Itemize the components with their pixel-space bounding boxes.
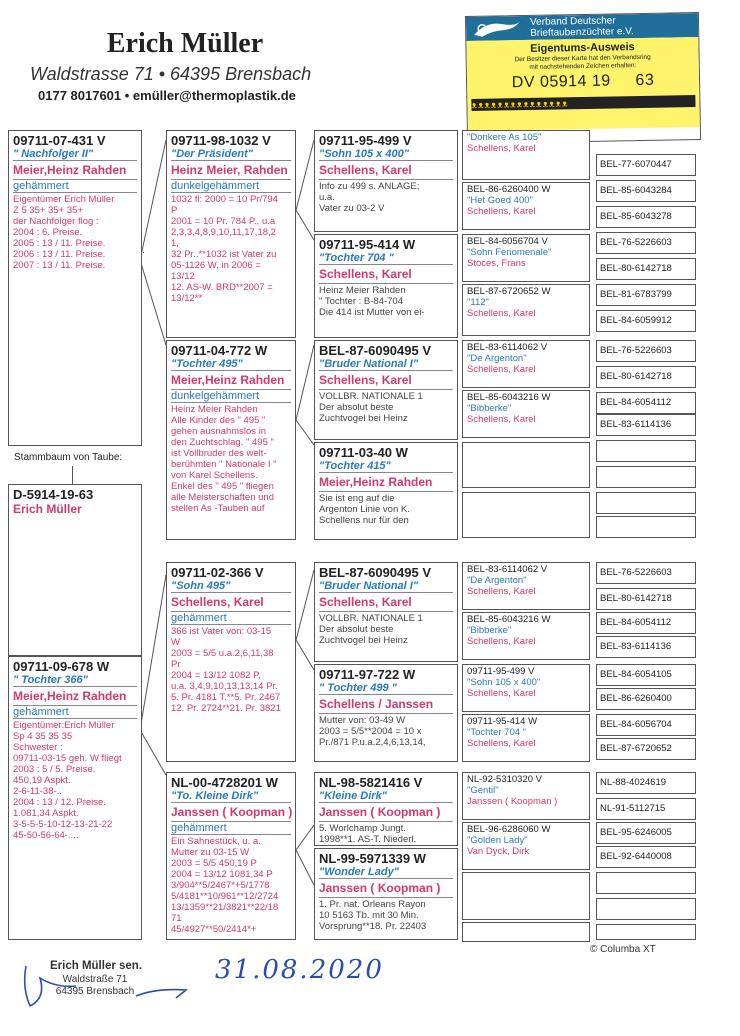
grandparent-box[interactable]: [166, 772, 296, 940]
signer-name: Erich Müller sen.: [50, 960, 143, 972]
g3-owner: Schellens, Karel: [467, 414, 536, 425]
g4-box[interactable]: [596, 898, 696, 920]
g3-owner: Schellens, Karel: [467, 738, 536, 749]
g3-ring: BEL-85-6043216 W: [467, 614, 551, 625]
ggp-info: 5. Worlchamp Jungt. 1998**1. AS-T. Niederl.: [319, 823, 417, 845]
signature-date: 31.08.2020: [215, 955, 384, 985]
g3-box[interactable]: [462, 182, 590, 230]
g4-box[interactable]: BEL-80-6142718: [596, 366, 696, 388]
ggp-owner: Schellens, Karel: [319, 163, 412, 177]
g3-nickname: "Sohn Fenomenale": [467, 247, 552, 258]
ggp-ring: BEL-87-6090495 V: [319, 565, 432, 580]
grandparent-info: Heinz Meier Rahden Alle Kinder des " 495 " gehen ausnahmslos in den Zuchtschlag. " 495 " ist Vollbruder des welt- berühmten " Nationale I " von Karel Schellens. Enkel des " 495 " fliegen alle Meisterschaften und stellen As -Tauben auf: [171, 404, 277, 514]
subject-box[interactable]: [8, 484, 142, 656]
g3-ring: NL-92-5310320 V: [467, 774, 542, 785]
g4-box[interactable]: BEL-83-6114136: [596, 636, 696, 658]
signature-scribble: [16, 958, 206, 1018]
great-grandparent-box[interactable]: [314, 234, 458, 338]
g3-owner: Van Dyck, Dirk: [467, 846, 530, 857]
pigeon-logo-icon: [470, 18, 524, 39]
g4-box[interactable]: NL-88-4024619: [596, 772, 696, 794]
g3-nickname: "Het Goed 400": [467, 195, 533, 206]
g3-box[interactable]: [462, 340, 590, 388]
card-subtitle-line2: mit nachstehenden Zeichen erhalten:: [529, 62, 637, 71]
great-grandparent-box[interactable]: [314, 442, 458, 540]
g3-ring: BEL-83-6114062 V: [467, 564, 548, 575]
mother-ring: 09711-09-678 W: [13, 659, 110, 674]
father-info: Eigentümer Erich Müller Z 5 35+ 35+ 35+ der Nachfolger flog : 2004 : 6. Preise. 2005 : 13 / 11. Preise. 2006 : 13 / 11. Preise. 2007 : 13 / 11. Preise.: [13, 194, 115, 271]
g4-box[interactable]: BEL-84-6059912: [596, 310, 696, 332]
ggp-owner: Janssen ( Koopman ): [319, 805, 441, 819]
g3-box[interactable]: [462, 130, 590, 180]
card-band-pattern: ᴥᴥᴥᴥᴥᴥᴥᴥᴥᴥᴥᴥᴥᴥᴥ: [471, 95, 695, 111]
ggp-owner: Schellens / Janssen: [319, 697, 434, 711]
g4-box[interactable]: BEL-76-5226603: [596, 340, 696, 362]
g4-box[interactable]: BEL-95-6246005: [596, 822, 696, 844]
father-nickname: " Nachfolger II": [13, 148, 94, 160]
g3-box[interactable]: [462, 714, 590, 762]
father-owner: Meier,Heinz Rahden: [13, 163, 127, 177]
great-grandparent-box[interactable]: [314, 130, 458, 232]
g3-owner: Schellens, Karel: [467, 308, 536, 319]
grandparent-color: gehämmert: [171, 612, 227, 624]
g3-owner: Schellens, Karel: [467, 143, 536, 154]
signer-city: 64395 Brensbach: [55, 986, 135, 997]
father-color: gehämmert: [13, 180, 69, 192]
ggp-nickname: "Sohn 105 x 400": [319, 148, 409, 160]
g3-box[interactable]: [462, 664, 590, 712]
g3-ring: BEL-87-6720652 W: [467, 286, 551, 297]
grandparent-nickname: "Tochter 495": [171, 358, 243, 370]
ggp-info: Sie ist eng auf die Argenton Linie von K. Schellens nur für den: [319, 493, 410, 526]
g3-nickname: "De Argenton": [467, 575, 527, 586]
grandparent-nickname: "To. Kleine Dirk": [171, 790, 259, 802]
card-subtitle-line1: Der Besitzer dieser Karte hat den Verbandsring: [514, 53, 651, 64]
g4-box[interactable]: BEL-84-6054112: [596, 392, 696, 414]
g3-box[interactable]: [462, 492, 590, 538]
great-grandparent-box[interactable]: [314, 848, 458, 940]
g3-box[interactable]: [462, 772, 590, 820]
g3-nickname: "Bibberke": [467, 625, 512, 636]
subject-owner: Erich Müller: [13, 502, 82, 516]
g4-box[interactable]: [596, 872, 696, 894]
card-title: Eigentums-Ausweis: [530, 41, 635, 55]
g4-box[interactable]: NL-91-5112715: [596, 798, 696, 820]
grandparent-owner: Heinz Meier, Rahden: [171, 163, 288, 177]
g3-owner: Stoces, Frans: [467, 258, 526, 269]
mother-color: gehämmert: [13, 706, 69, 718]
g4-box[interactable]: [596, 440, 696, 462]
ggp-info: Heinz Meier Rahden " Tochter : B-84-704 Die 414 ist Mutter von ei-: [319, 285, 425, 318]
ggp-ring: 09711-97-722 W: [319, 667, 416, 682]
ggp-ring: 09711-95-499 V: [319, 133, 412, 148]
ggp-info: 1. Pr. nat. Orleans Rayon 10 5163 Tb. mit 30 Min. Vorsprung**18. Pr. 22403: [319, 899, 427, 932]
g4-box[interactable]: BEL-85-6043284: [596, 180, 696, 202]
g4-box[interactable]: BEL-84-6054112: [596, 612, 696, 634]
ownership-card: [465, 12, 701, 144]
g3-owner: Schellens, Karel: [467, 688, 536, 699]
grandparent-info: 1032 fl: 2000 = 10 Pr/794 P 2001 = 10 Pr. 784 P., u.a 2,3,3,4,8,9,10,11,17,18,2 1, 32 Pr..**1032 ist Vater zu 05-1126 W, in 2006 = 13/12 12. AS-W. BRD**2007 = 13/12**: [171, 194, 278, 304]
grandparent-box[interactable]: [166, 340, 296, 540]
ggp-ring: NL-98-5821416 V: [319, 775, 423, 790]
grandparent-color: dunkelgehämmert: [171, 390, 260, 402]
ggp-nickname: "Kleine Dirk": [319, 790, 387, 802]
g3-nickname: "Sohn 105 x 400": [467, 677, 541, 688]
g3-ring: BEL-83-6114062 V: [467, 342, 548, 353]
great-grandparent-box[interactable]: [314, 772, 458, 846]
grandparent-info: Ein Sahnestück, u. a. Mutter zu 03-15 W 2003 = 5/5 450,19 P 2004 = 13/12 1081,34 P 3/904**5/2467*+5/1778 5/4181**10/961**12/2724 13/1359**21/3821**22/18 71 45/4927**50/2414*+: [171, 836, 279, 935]
g4-box[interactable]: [596, 492, 696, 514]
g4-box[interactable]: [596, 516, 696, 538]
great-grandparent-box[interactable]: [314, 562, 458, 662]
g3-ring: BEL-84-6056704 V: [467, 236, 548, 247]
grandparent-nickname: "Der Präsident": [171, 148, 253, 160]
ggp-nickname: "Bruder National I": [319, 580, 419, 592]
g3-nickname: "Bibberke": [467, 403, 512, 414]
g3-owner: Schellens, Karel: [467, 206, 536, 217]
g3-box[interactable]: [462, 562, 590, 610]
grandparent-box[interactable]: [166, 562, 296, 762]
card-ring-number: DV 05914 19 63: [511, 71, 655, 92]
g3-nickname: "112": [467, 297, 489, 308]
connector-lines-2: [296, 130, 316, 980]
card-org-line2: Brieftaubenzüchter e.V.: [530, 26, 634, 39]
g3-ring: BEL-96-6286060 W: [467, 824, 551, 835]
ggp-info: VOLLBR. NATIONALE 1 Der absolut beste Zuchtvogel bei Heinz: [319, 391, 423, 424]
ggp-nickname: "Bruder National I": [319, 358, 419, 370]
g4-box[interactable]: BEL-81-6783799: [596, 284, 696, 306]
g4-box[interactable]: BEL-83-6114136: [596, 414, 696, 436]
g3-owner: Schellens, Karel: [467, 586, 536, 597]
g3-nickname: "De Argenton": [467, 353, 527, 364]
g4-box[interactable]: BEL-84-6054105: [596, 664, 696, 686]
subject-ring: D-5914-19-63: [13, 487, 94, 502]
father-box[interactable]: [8, 130, 142, 446]
g3-box[interactable]: [462, 234, 590, 282]
g3-box[interactable]: [462, 442, 590, 488]
g3-nickname: "Gentil": [467, 785, 499, 796]
signer-street: Waldstraße 71: [62, 974, 128, 985]
g3-box[interactable]: [462, 284, 590, 336]
pedigree-label: Stammbaum von Taube:: [14, 452, 123, 463]
g3-ring: BEL-86-6260400 W: [467, 184, 551, 195]
ggp-nickname: "Tochter 415": [319, 460, 391, 472]
g3-box[interactable]: [462, 922, 590, 942]
mother-box[interactable]: [8, 656, 142, 940]
g4-box[interactable]: BEL-76-5226603: [596, 562, 696, 584]
ggp-owner: Schellens, Karel: [319, 373, 412, 387]
g3-ring: 09711-95-414 W: [467, 716, 538, 727]
grandparent-ring: 09711-04-772 W: [171, 343, 268, 358]
grandparent-nickname: "Sohn 495": [171, 580, 231, 592]
grandparent-owner: Meier,Heinz Rahden: [171, 373, 285, 387]
ggp-owner: Schellens, Karel: [319, 595, 412, 609]
g3-owner: Schellens, Karel: [467, 364, 536, 375]
ggp-nickname: "Tochter 704 ": [319, 252, 394, 264]
g3-box[interactable]: [462, 612, 590, 660]
ggp-owner: Meier,Heinz Rahden: [319, 475, 433, 489]
mother-owner: Meier,Heinz Rahden: [13, 689, 127, 703]
g3-nickname: "Golden Lady": [467, 835, 528, 846]
ggp-nickname: "Wonder Lady": [319, 866, 399, 878]
g3-box[interactable]: [462, 872, 590, 920]
card-org-line1: Verband Deutscher: [529, 15, 616, 28]
g4-box[interactable]: BEL-86-6260400: [596, 688, 696, 710]
ggp-ring: BEL-87-6090495 V: [319, 343, 432, 358]
g3-owner: Janssen ( Koopman ): [467, 796, 558, 807]
breeder-name: Erich Müller: [106, 28, 264, 59]
ggp-owner: Schellens, Karel: [319, 267, 412, 281]
grandparent-owner: Schellens, Karel: [171, 595, 264, 609]
g4-box[interactable]: [596, 924, 696, 940]
great-grandparent-box[interactable]: [314, 340, 458, 440]
g3-ring: 09711-95-499 V: [467, 666, 535, 677]
g4-box[interactable]: BEL-80-6142718: [596, 258, 696, 280]
g4-box[interactable]: BEL-77-6070447: [596, 154, 696, 176]
grandparent-ring: 09711-98-1032 V: [171, 133, 271, 148]
g4-box[interactable]: [596, 466, 696, 488]
ggp-nickname: " Tochter 499 ": [319, 682, 397, 694]
g4-box[interactable]: BEL-80-6142718: [596, 588, 696, 610]
ggp-ring: 09711-95-414 W: [319, 237, 416, 252]
ggp-info: VOLLBR. NATIONALE 1 Der absolut beste Zuchtvogel bei Heinz: [319, 613, 423, 646]
ggp-info: Mutter von: 03-49 W 2003 = 5/5**2004 = 10 x Pr./871 P.u.a.2,4,6,13,14,: [319, 715, 426, 748]
g3-box[interactable]: [462, 390, 590, 438]
breeder-contact: 0177 8017601 • emüller@thermoplastik.de: [38, 88, 296, 103]
g3-box[interactable]: [462, 822, 590, 870]
copyright: © Columba XT: [590, 944, 656, 955]
mother-info: Eigentümer:Erich Müller Sp 4 35 35 35 Schwester : 09711-03-15 geh. W fliegt 2003 : 5 / 5. Preise. 450,19 Aspkt. 2-6-11-38-.. 2004 : 13 / 12. Preise. 1.081,34 Aspkt. 3-5-5-5-10-12-13-21-22 45-50-56-64-....: [13, 720, 122, 841]
g4-box[interactable]: BEL-87-6720652: [596, 738, 696, 760]
breeder-address: Waldstrasse 71 • 64395 Brensbach: [30, 64, 312, 84]
g4-box[interactable]: BEL-76-5226603: [596, 232, 696, 254]
grandparent-info: 366 ist Vater von: 03-15 W 2003 = 5/5 u.a.2,6,11,38 Pr 2004 = 13/12 1082 P, u.a. 3,4,9,10,13,13,14 Pr. 5. Pr. 4181 T.**5. Pr. 2467 12. Pr. 2724**21. Pr. 3821: [171, 626, 281, 714]
father-ring: 09711-07-431 V: [13, 133, 106, 148]
grandparent-box[interactable]: [166, 130, 296, 338]
grandparent-color: gehämmert: [171, 822, 227, 834]
g4-box[interactable]: BEL-84-6056704: [596, 714, 696, 736]
ggp-info: Info zu 499 s. ANLAGE; u.a. Vater zu 03-2 V: [319, 181, 420, 214]
g4-box[interactable]: BEL-85-6043278: [596, 206, 696, 228]
ggp-ring: 09711-03-40 W: [319, 445, 408, 460]
ggp-owner: Janssen ( Koopman ): [319, 881, 441, 895]
g3-nickname: "Donkere As 105": [467, 132, 542, 143]
g3-nickname: "Tochter 704 ": [467, 727, 527, 738]
g4-box[interactable]: BEL-92-6440008: [596, 846, 696, 868]
grandparent-color: dunkelgehämmert: [171, 180, 260, 192]
grandparent-ring: 09711-02-366 V: [171, 565, 264, 580]
g3-ring: BEL-85-6043216 W: [467, 392, 551, 403]
great-grandparent-box[interactable]: [314, 664, 458, 762]
g3-owner: Schellens, Karel: [467, 636, 536, 647]
grandparent-owner: Janssen ( Koopman ): [171, 805, 293, 819]
ggp-ring: NL-99-5971339 W: [319, 851, 426, 866]
grandparent-ring: NL-00-4728201 W: [171, 775, 278, 790]
mother-nickname: " Tochter 366": [13, 674, 88, 686]
